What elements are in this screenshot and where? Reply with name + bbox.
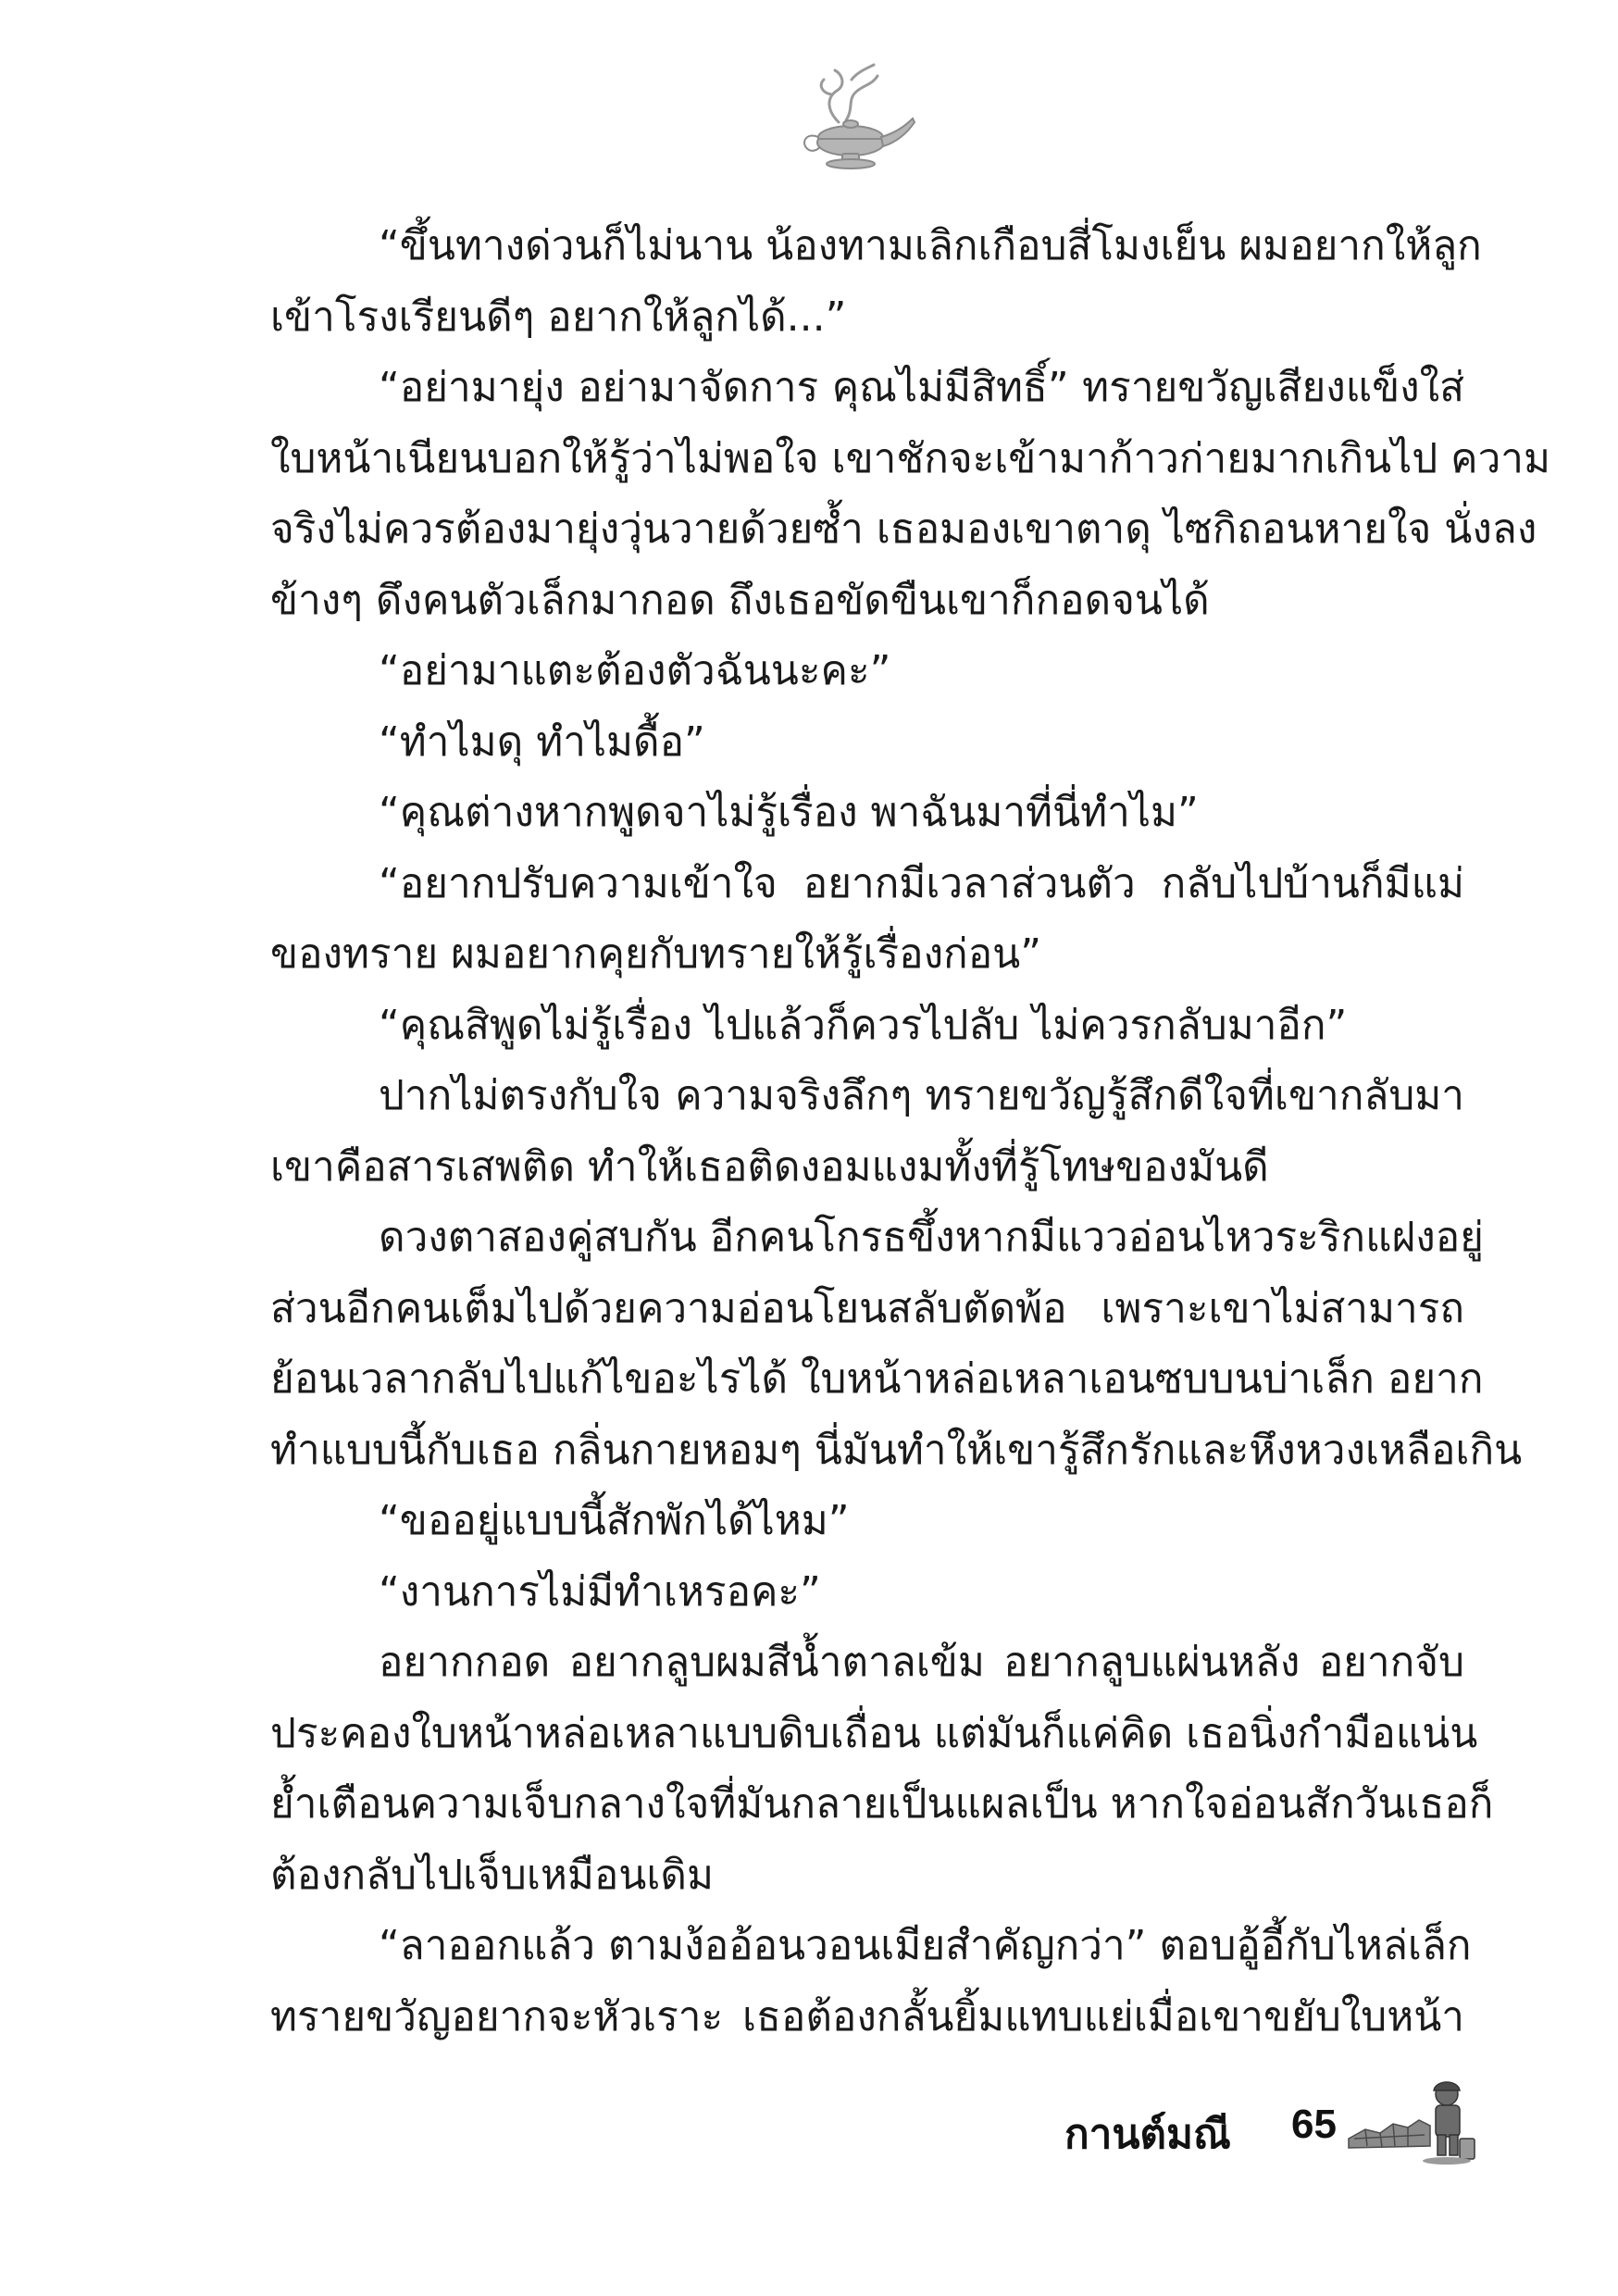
text-line: ปากไม่ตรงกับใจ ความจริงลึกๆ ทรายขวัญรู้สึกดีใจที่เขากลับมา — [379, 1072, 1464, 1119]
text-line: ประคองใบหน้าหล่อเหลาแบบดิบเถื่อน แต่มันก็แค่คิด เธอนิ่งกำมือแน่น — [270, 1709, 1478, 1757]
text-line: “คุณสิพูดไม่รู้เรื่อง ไปแล้วก็ควรไปลับ ไม่ควรกลับมาอีก” — [379, 1001, 1348, 1049]
text-line: ดวงตาสองคู่สบกัน อีกคนโกรธขึ้งหากมีแววอ่อนไหวระริกแฝงอยู่ — [379, 1214, 1484, 1261]
text-line: “ลาออกแล้ว ตามง้ออ้อนวอนเมียสำคัญกว่า” ตอบอู้อี้กับไหล่เล็ก — [379, 1922, 1472, 1969]
page-footer — [1064, 2074, 1481, 2176]
text-line: เขาคือสารเสพติด ทำให้เธอติดงอมแงมทั้งที่รู้โทษของมันดี — [270, 1142, 1269, 1191]
text-line: “งานการไม่มีทำเหรอคะ” — [379, 1567, 821, 1616]
text-line: ใบหน้าเนียนบอกให้รู้ว่าไม่พอใจ เขาชักจะเข้ามาก้าวก่ายมากเกินไป ความ — [270, 434, 1550, 482]
text-line: “ขออยู่แบบนี้สักพักได้ไหม” — [379, 1497, 850, 1544]
genie-lamp-icon — [781, 57, 920, 173]
text-line: เข้าโรงเรียนดีๆ อยากให้ลูกได้...” — [270, 293, 847, 341]
body-text — [270, 211, 1550, 2053]
text-line: ข้างๆ ดึงคนตัวเล็กมากอด ถึงเธอขัดขืนเขาก็กอดจนได้ — [270, 576, 1210, 624]
text-line: “ทำไมดุ ทำไมดื้อ” — [379, 718, 705, 766]
page-number: 65 — [1291, 2102, 1337, 2147]
text-line: ของทราย ผมอยากคุยกับทรายให้รู้เรื่องก่อน” — [270, 930, 1041, 978]
text-line: ส่วนอีกคนเต็มไปด้วยความอ่อนโยนสลับตัดพ้อ เพราะเขาไม่สามารถ — [270, 1284, 1464, 1332]
stone-wall-figure-icon — [1347, 2074, 1476, 2166]
text-line: จริงไม่ควรต้องมายุ่งวุ่นวายด้วยซ้ำ เธอมองเขาตาดุ ไซกิถอนหายใจ นั่งลง — [270, 505, 1537, 553]
text-line: ทำแบบนี้กับเธอ กลิ่นกายหอมๆ นี่มันทำให้เขารู้สึกรักและหึงหวงเหลือเกิน — [270, 1426, 1523, 1474]
text-line: “อยากปรับความเข้าใจ อยากมีเวลาส่วนตัว กลับไปบ้านก็มีแม่ — [379, 859, 1464, 907]
text-line: “ขึ้นทางด่วนก็ไม่นาน น้องทามเลิกเกือบสี่โมงเย็น ผมอยากให้ลูก — [379, 222, 1482, 269]
text-line: ทรายขวัญอยากจะหัวเราะ เธอต้องกลั้นยิ้มแทบแย่เมื่อเขาขยับใบหน้า — [270, 1992, 1464, 2040]
book-title: กานต์มณี — [1064, 2111, 1231, 2158]
text-line: “อย่ามายุ่ง อย่ามาจัดการ คุณไม่มีสิทธิ์” ทรายขวัญเสียงแข็งใส่ — [379, 364, 1464, 411]
text-line: “คุณต่างหากพูดจาไม่รู้เรื่อง พาฉันมาที่นี่ทำไม” — [379, 789, 1199, 836]
text-line: ต้องกลับไปเจ็บเหมือนเดิม — [270, 1851, 714, 1899]
text-line: ย้ำเตือนความเจ็บกลางใจที่มันกลายเป็นแผลเป็น หากใจอ่อนสักวันเธอก็ — [270, 1780, 1494, 1828]
text-line: อยากกอด อยากลูบผมสีน้ำตาลเข้ม อยากลูบแผ่นหลัง อยากจับ — [379, 1639, 1464, 1686]
text-line: ย้อนเวลากลับไปแก้ไขอะไรได้ ใบหน้าหล่อเหลาเอนซบบนบ่าเล็ก อยาก — [270, 1355, 1484, 1403]
text-line: “อย่ามาแตะต้องตัวฉันนะคะ” — [379, 647, 891, 694]
